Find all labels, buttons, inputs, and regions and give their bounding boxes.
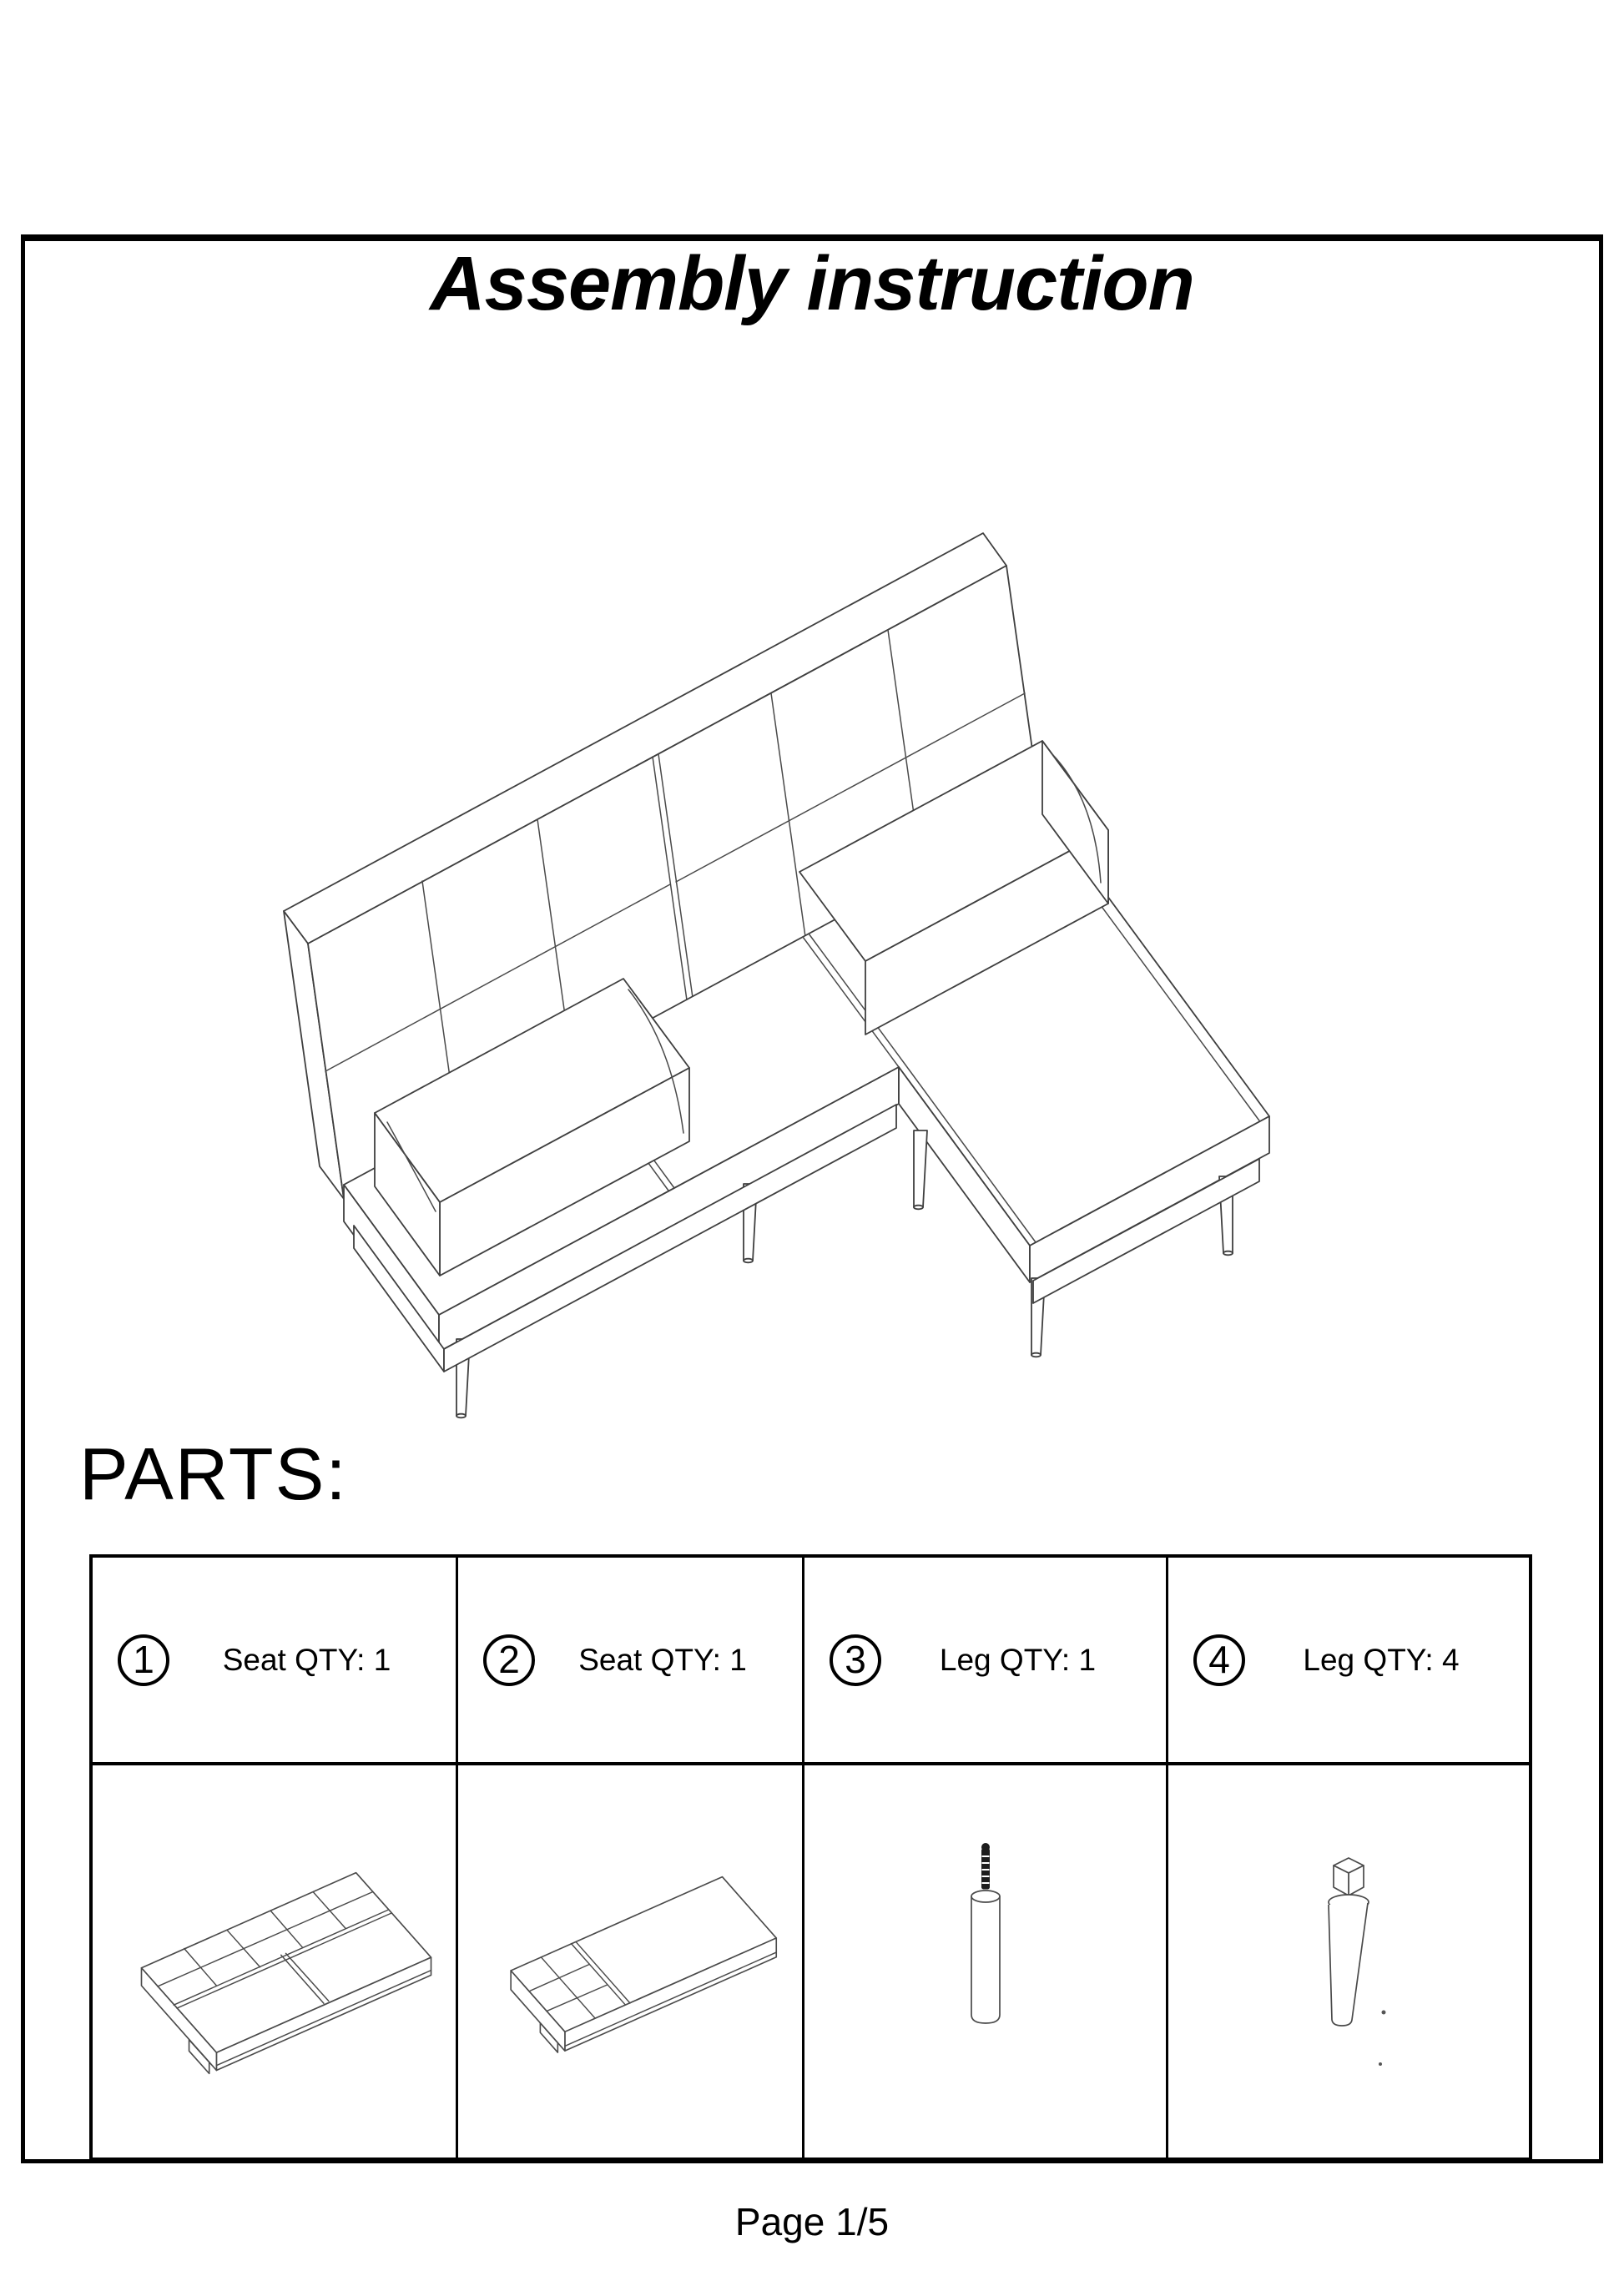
part-2-number-badge: 2 — [483, 1634, 535, 1686]
part-4-number-badge: 4 — [1193, 1634, 1245, 1686]
part-4-leg-illustration — [1173, 1778, 1524, 2145]
page-number: Page 1/5 — [734, 2200, 890, 2243]
part-2-header — [458, 1558, 804, 1765]
parts-heading: PARTS: — [79, 1432, 348, 1515]
part-1-header — [93, 1558, 458, 1765]
part-4-header — [1168, 1558, 1529, 1765]
part-2-illustration-cell — [458, 1765, 804, 2158]
part-1-label: Seat QTY: 1 — [222, 1642, 391, 1677]
part-3-label: Leg QTY: 1 — [939, 1642, 1097, 1677]
part-1-number-badge: 1 — [118, 1634, 169, 1686]
part-2-label: Seat QTY: 1 — [578, 1642, 747, 1677]
part-3-illustration-cell — [804, 1765, 1168, 2158]
part-3-number-badge: 3 — [830, 1634, 881, 1686]
part-2-seat-illustration — [463, 1835, 797, 2089]
part-4-label: Leg QTY: 4 — [1303, 1642, 1460, 1677]
page-title: Assembly instruction — [430, 241, 1194, 326]
parts-table — [89, 1554, 1532, 2161]
part-4-illustration-cell — [1168, 1765, 1529, 2158]
part-1-illustration-cell — [93, 1765, 458, 2158]
part-3-header — [804, 1558, 1168, 1765]
part-1-seat-illustration — [105, 1816, 444, 2107]
part-3-leg-illustration — [810, 1778, 1161, 2145]
